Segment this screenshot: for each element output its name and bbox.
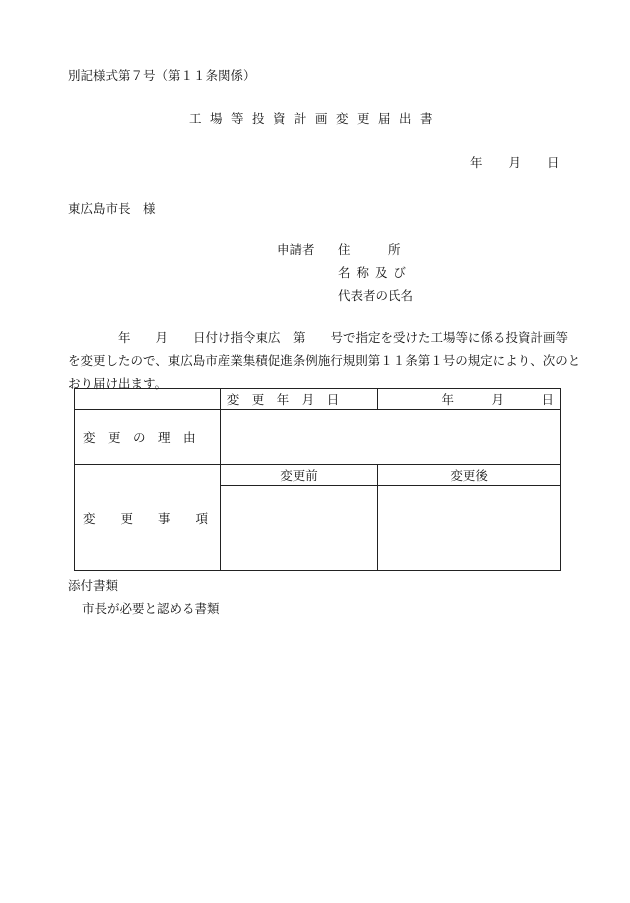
items-label-cell	[75, 465, 221, 571]
address-label-text: 住 所	[338, 242, 401, 257]
items-label: 変 更 事 項	[83, 510, 209, 526]
form-number-label: 別記様式第７号（第１１条関係）	[68, 68, 256, 83]
reason-value-cell[interactable]	[220, 410, 560, 465]
submission-date	[470, 153, 560, 171]
after-value-cell[interactable]	[378, 486, 561, 571]
change-date-label-cell	[220, 389, 378, 410]
after-header: 変更後	[450, 468, 488, 483]
applicant-label: 申請者	[277, 242, 315, 257]
change-details-table	[74, 388, 561, 571]
change-date-value: 年 月 日	[441, 392, 554, 407]
attachments-title: 添付書類	[68, 578, 119, 593]
applicant-name-label-line2: 代表者の氏名	[338, 288, 414, 303]
before-header: 変更前	[280, 468, 318, 483]
before-header-cell	[220, 465, 378, 486]
body-line-2: を変更したので、東広島市産業集積促進条例施行規則第１１条第１号の規定により、次のと	[68, 353, 581, 368]
reason-label-cell	[75, 410, 221, 465]
addressee: 東広島市長 様	[68, 201, 156, 216]
body-line-1: 年 月 日付け指令東広 第 号で指定を受けた工場等に係る投資計画等	[68, 330, 569, 345]
body-line-3: おり届け出ます。	[68, 376, 168, 391]
empty-header-cell	[75, 389, 221, 410]
reason-label: 変 更 の 理 由	[83, 430, 196, 445]
date-day-label: 日	[547, 155, 560, 170]
applicant-address-label	[338, 240, 401, 258]
date-month-label: 月	[508, 155, 522, 170]
change-date-label: 変 更 年 月 日	[226, 392, 340, 407]
after-header-cell	[378, 465, 561, 486]
applicant-name-label-line1: 名 称 及 び	[338, 265, 407, 280]
attachments-item: 市長が必要と認める書類	[82, 601, 220, 616]
change-date-value-cell[interactable]	[378, 389, 561, 410]
date-year-label: 年	[470, 155, 483, 170]
notification-body	[68, 326, 581, 395]
table-row-change-date	[75, 389, 561, 410]
document-title: 工場等投資計画変更届出書	[188, 111, 441, 126]
before-value-cell[interactable]	[220, 486, 378, 571]
table-row-items-header	[75, 465, 561, 486]
table-row-reason	[75, 410, 561, 465]
